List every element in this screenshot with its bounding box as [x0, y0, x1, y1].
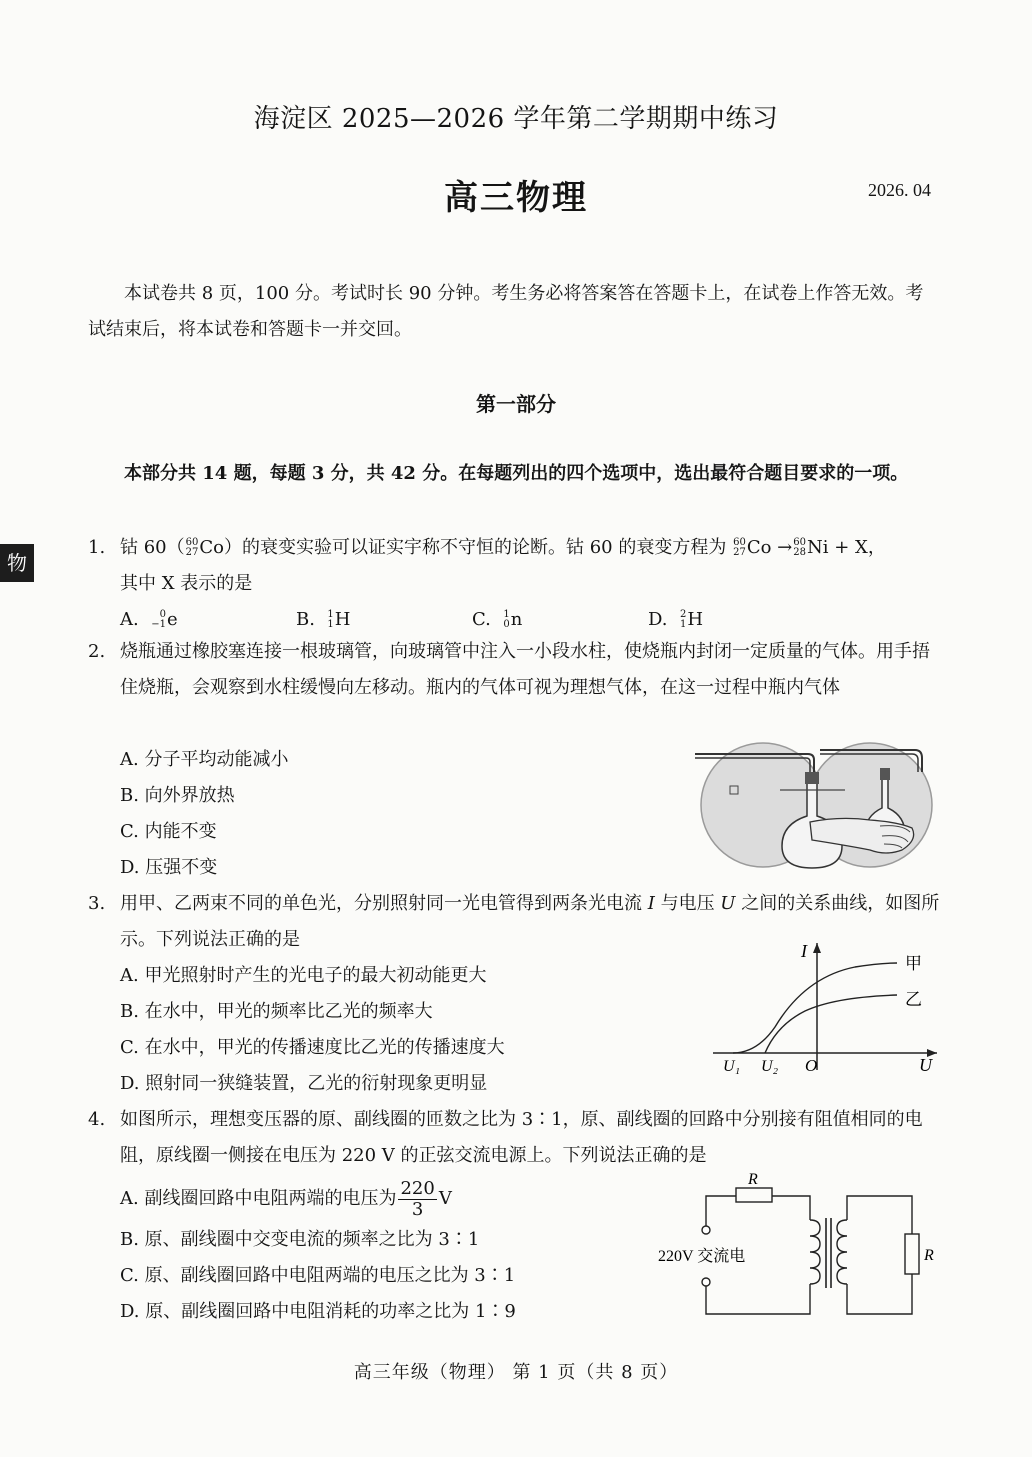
- part-rules: 本部分共 14 题，每题 3 分，共 42 分。在每题列出的四个选项中，选出最符合题目要求的一项。: [124, 463, 909, 484]
- option-b: B. 原、副线圈中交变电流的频率之比为 3∶1: [120, 1229, 480, 1250]
- question-4: [88, 1102, 940, 1174]
- origin-label: O: [805, 1056, 818, 1075]
- stem-text: 钴 60（: [120, 537, 185, 558]
- nuclide-symbol: Co →: [746, 537, 793, 558]
- stem-text: 其中 X 表示的是: [120, 573, 253, 594]
- option-a: A. 副线圈回路中电阻两端的电压为 $\frac{220}{3}$ V: [120, 1177, 452, 1220]
- question-4-options: [120, 1176, 516, 1330]
- option-b: B. 1 1 H: [296, 609, 351, 630]
- curve-jia: [733, 963, 897, 1053]
- x-axis-label: U: [919, 1055, 932, 1075]
- nuclide-symbol: Co: [199, 537, 224, 558]
- curve-yi-label: 乙: [905, 990, 922, 1009]
- option-b: B. 在水中，甲光的频率比乙光的频率大: [120, 1001, 433, 1022]
- u1-label: U₁: [723, 1058, 741, 1075]
- question-2: [88, 634, 940, 706]
- page-footer: 高三年级（物理） 第 1 页（共 8 页）: [353, 1362, 679, 1383]
- question-3-options: [120, 958, 505, 1102]
- curve-yi: [765, 995, 897, 1053]
- option-c: C. 内能不变: [120, 821, 217, 842]
- question-2-options: [120, 742, 288, 886]
- flask-illustration: [690, 738, 940, 873]
- nuclide-notation: 60 27: [733, 537, 746, 558]
- terminal: [702, 1278, 710, 1286]
- option-d: D. 2 1 H: [648, 609, 704, 630]
- option-a: A. 0 −1 e: [120, 609, 178, 630]
- question-number: 1.: [88, 537, 106, 558]
- curve-jia-label: 甲: [905, 954, 922, 973]
- resistor-secondary: [905, 1234, 919, 1274]
- resistor-primary: [736, 1188, 772, 1202]
- option-c: C. 在水中，甲光的传播速度比乙光的传播速度大: [120, 1037, 505, 1058]
- u2-label: U₂: [761, 1058, 779, 1075]
- question-number: 2.: [88, 641, 106, 662]
- question-1: [88, 530, 940, 638]
- option-c: C. 1 0 n: [472, 609, 523, 630]
- options-row: [120, 602, 940, 638]
- terminal: [702, 1226, 710, 1234]
- option-a: A. 分子平均动能减小: [120, 749, 289, 770]
- resistor-primary-label: R: [748, 1171, 758, 1188]
- nuclide-symbol: Ni + X，: [806, 537, 886, 558]
- question-stem: 烧瓶通过橡胶塞连接一根玻璃管，向玻璃管中注入一小段水柱，使烧瓶内封闭一定质量的气体。用手捂住烧瓶，会观察到水柱缓慢向左移动。瓶内的气体可视为理想气体，在这一过程中瓶内气体: [120, 641, 930, 698]
- transformer-circuit: [650, 1168, 940, 1323]
- nuclide-notation: 60 27: [185, 537, 199, 558]
- question-stem: 用甲、乙两束不同的单色光，分别照射同一光电管得到两条光电流 I 与电压 U 之间的关系曲线，如图所示。下列说法正确的是: [120, 893, 940, 950]
- option-d: D. 原、副线圈回路中电阻消耗的功率之比为 1∶9: [120, 1301, 516, 1322]
- y-axis-label: I: [801, 941, 807, 961]
- option-c: C. 原、副线圈回路中电阻两端的电压之比为 3∶1: [120, 1265, 516, 1286]
- resistor-secondary-label: R: [924, 1247, 934, 1264]
- secondary-coil: [837, 1220, 847, 1284]
- question-number: 4.: [88, 1109, 106, 1130]
- option-b: B. 向外界放热: [120, 785, 235, 806]
- subject-title: 高三物理: [444, 178, 588, 218]
- exam-title: 海淀区 2025—2026 学年第二学期期中练习: [253, 104, 779, 134]
- stem-text: ）的衰变实验可以证实宇称不守恒的论断。钴 60 的衰变方程为: [223, 537, 727, 558]
- fraction: $\frac{220}{3}$: [400, 1177, 435, 1220]
- question-number: 3.: [88, 893, 106, 914]
- option-a: A. 甲光照射时产生的光电子的最大初动能更大: [120, 965, 487, 986]
- question-stem: 如图所示，理想变压器的原、副线圈的匝数之比为 3∶1，原、副线圈的回路中分别接有阻值相同的电阻，原线圈一侧接在电压为 220 V 的正弦交流电源上。下列说法正确的是: [120, 1109, 923, 1166]
- nuclide-notation: 60 28: [793, 537, 806, 558]
- part-title: 第一部分: [476, 392, 556, 416]
- source-label: 220V 交流电: [658, 1248, 746, 1265]
- question-stem: [120, 530, 940, 638]
- subject-side-tab: 物: [0, 544, 34, 582]
- option-d: D. 压强不变: [120, 857, 218, 878]
- exam-date: 2026. 04: [868, 180, 931, 200]
- option-d: D. 照射同一狭缝装置，乙光的衍射现象更明显: [120, 1073, 488, 1094]
- primary-coil: [810, 1220, 820, 1284]
- photocurrent-graph: [705, 935, 945, 1080]
- instructions: 本试卷共 8 页，100 分。考试时长 90 分钟。考生务必将答案答在答题卡上，在试卷上作答无效。考试结束后，将本试卷和答题卡一并交回。: [88, 283, 924, 340]
